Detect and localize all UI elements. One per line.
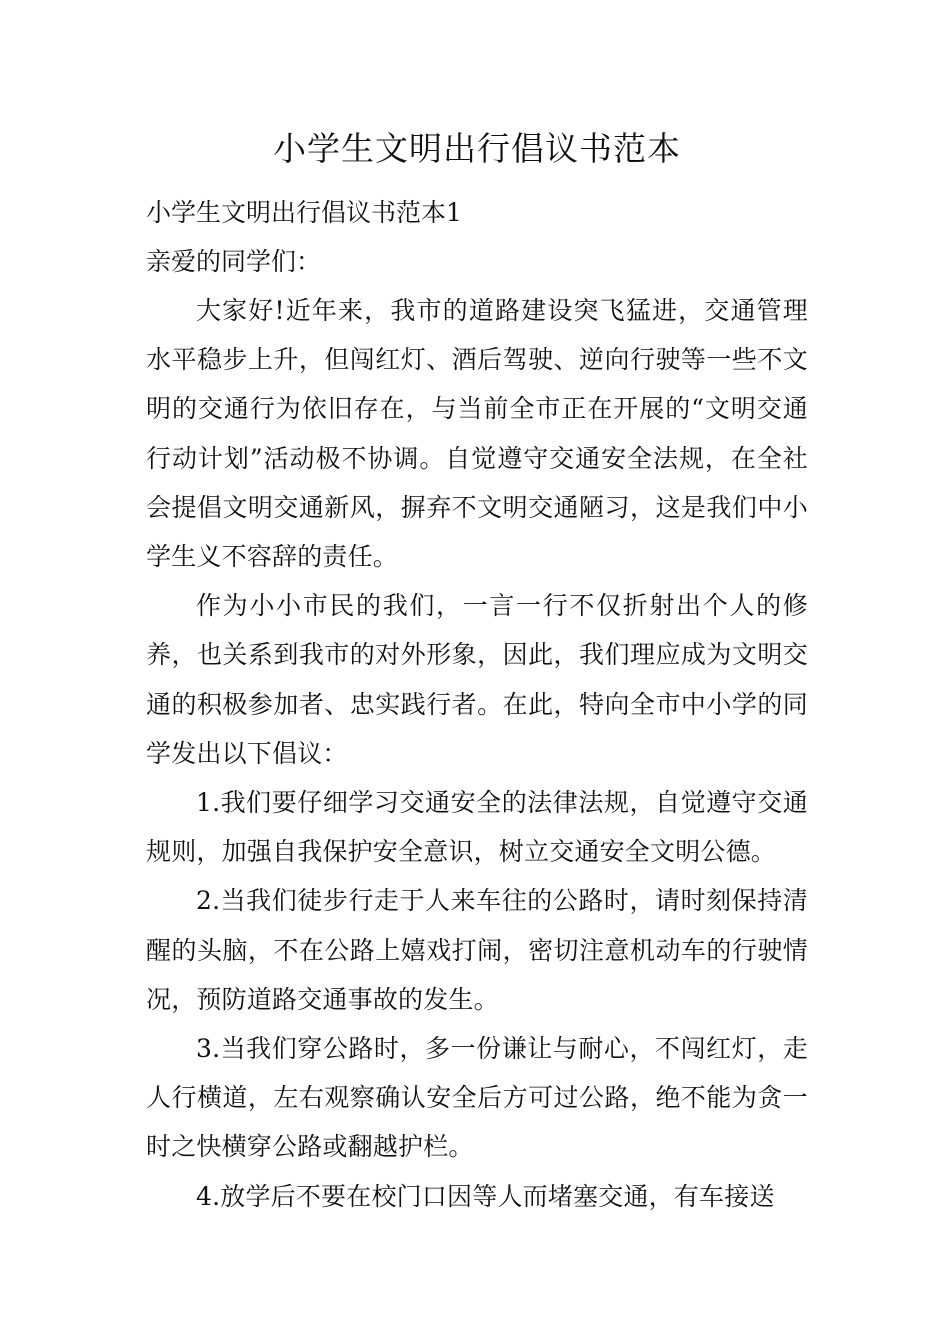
paragraph-item-3: 3.当我们穿公路时，多一份谦让与耐心，不闯红灯，走人行横道，左右观察确认安全后方可过公路，绝不能为贪一时之快横穿公路或翻越护栏。: [146, 1034, 808, 1162]
document-subtitle: 小学生文明出行倡议书范本1: [146, 198, 462, 227]
document-title: 小学生文明出行倡议书范本: [273, 129, 681, 168]
salutation: 亲爱的同学们：: [146, 247, 322, 276]
paragraph-intro: 大家好!近年来，我市的道路建设突飞猛进，交通管理水平稳步上升，但闯红灯、酒后驾驶、逆向行驶等一些不文明的交通行为依旧存在，与当前全市正在开展的“文明交通行动计划”活动极不协调。自觉遵守交通安全法规，在全社会提倡文明交通新风，摒弃不文明交通陋习，这是我们中小学生义不容辞的责任。: [146, 296, 808, 572]
document-page: [146, 118, 808, 1221]
paragraph-item-1: 1.我们要仔细学习交通安全的法律法规，自觉遵守交通规则，加强自我保护安全意识，树立交通安全文明公德。: [146, 788, 808, 867]
paragraph-item-2: 2.当我们徒步行走于人来车往的公路时，请时刻保持清醒的头脑，不在公路上嬉戏打闹，密切注意机动车的行驶情况，预防道路交通事故的发生。: [146, 886, 808, 1014]
paragraph-proposal: 作为小小市民的我们，一言一行不仅折射出个人的修养，也关系到我市的对外形象，因此，我们理应成为文明交通的积极参加者、忠实践行者。在此，特向全市中小学的同学发出以下倡议：: [146, 591, 808, 768]
paragraph-item-4: 4.放学后不要在校门口因等人而堵塞交通，有车接送: [196, 1181, 775, 1211]
